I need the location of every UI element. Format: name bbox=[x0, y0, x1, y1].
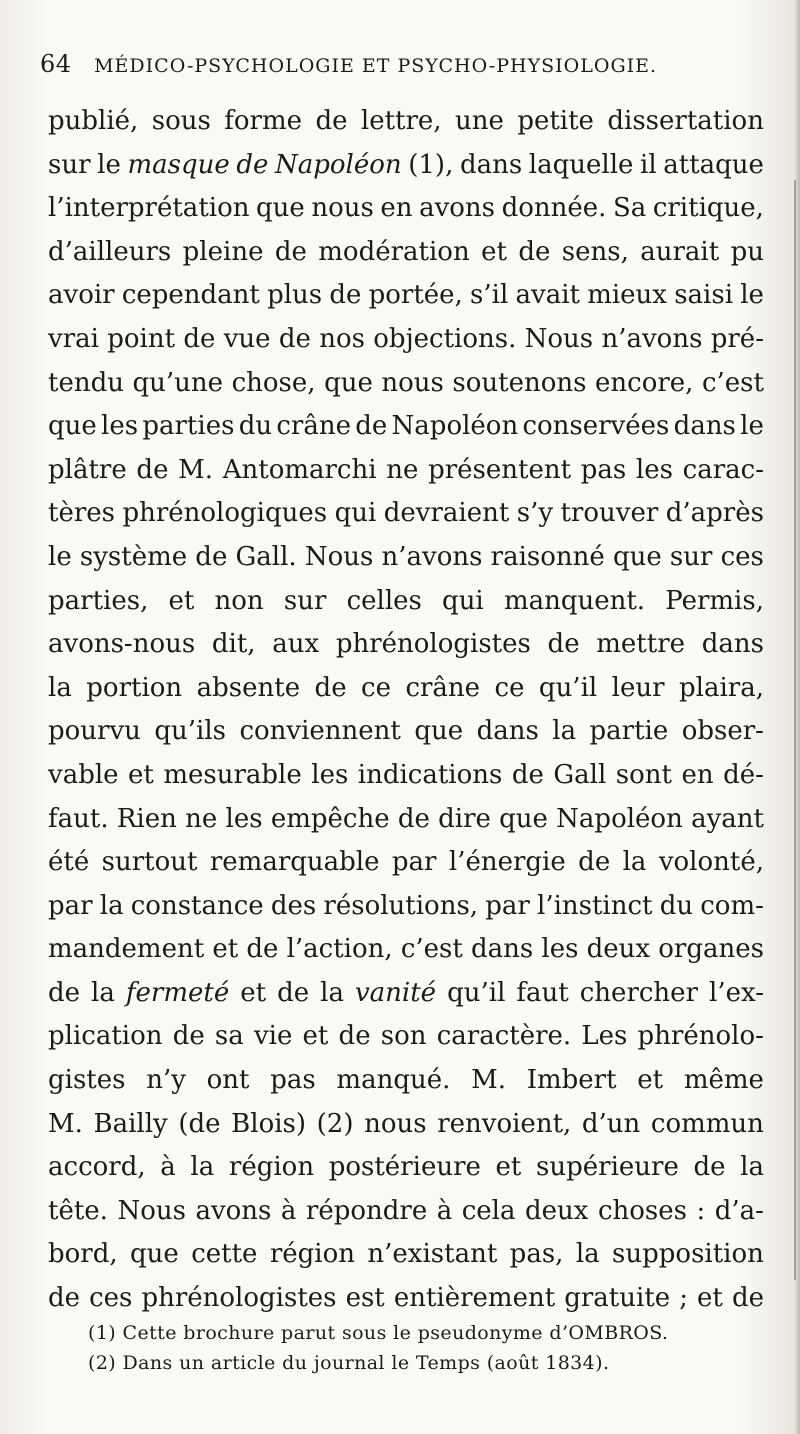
text-line: M. Bailly (de Blois) (2) nous renvoient, d’un commun bbox=[48, 1108, 764, 1139]
text-line: plâtre de M. Antomarchi ne présentent pas les carac- bbox=[48, 454, 764, 485]
text-line: accord, à la région postérieure et supérieure de la bbox=[48, 1152, 764, 1183]
text-line: l’interprétation que nous en avons donnée. Sa critique, bbox=[48, 193, 764, 224]
text-line: la portion absente de ce crâne ce qu’il leur plaira, bbox=[48, 672, 764, 703]
text-line: tères phrénologiques qui devraient s’y trouver d’après bbox=[48, 498, 764, 529]
text-line: été surtout remarquable par l’énergie de la volonté, bbox=[48, 847, 764, 878]
page-header bbox=[40, 50, 760, 78]
footnote: (2) Dans un article du journal le Temps (août 1834). bbox=[88, 1352, 610, 1374]
page-edge-line bbox=[794, 180, 796, 1280]
text-line: vable et mesurable les indications de Gall sont en dé- bbox=[48, 759, 764, 790]
text-line: de ces phrénologistes est entièrement gratuite ; et de bbox=[48, 1283, 764, 1314]
text-line: publié, sous forme de lettre, une petite dissertation bbox=[48, 106, 764, 136]
text-line: faut. Rien ne les empêche de dire que Napoléon ayant bbox=[48, 803, 764, 834]
text-line: de la fermeté et de la vanité qu’il faut chercher l’ex- bbox=[48, 977, 764, 1008]
text-line: pourvu qu’ils conviennent que dans la partie obser- bbox=[48, 716, 764, 747]
text-line: que les parties du crâne de Napoléon conservées dans le bbox=[48, 411, 764, 442]
body-text bbox=[48, 100, 764, 1321]
text-line: mandement et de l’action, c’est dans les deux organes bbox=[48, 934, 764, 965]
text-line: bord, que cette région n’existant pas, la supposition bbox=[48, 1239, 764, 1270]
footnotes bbox=[88, 1318, 768, 1378]
running-title: MÉDICO-PSYCHOLOGIE ET PSYCHO-PHYSIOLOGIE. bbox=[94, 55, 658, 77]
text-line: gistes n’y ont pas manqué. M. Imbert et même bbox=[48, 1065, 764, 1096]
text-line: le système de Gall. Nous n’avons raisonné que sur ces bbox=[48, 541, 764, 572]
text-line: vrai point de vue de nos objections. Nous n’avons pré- bbox=[48, 323, 764, 354]
text-line: par la constance des résolutions, par l’instinct du com- bbox=[48, 890, 764, 921]
footnote: (1) Cette brochure parut sous le pseudonyme d’OMBROS. bbox=[88, 1322, 669, 1344]
text-line: plication de sa vie et de son caractère. Les phrénolo- bbox=[48, 1021, 764, 1052]
page-number: 64 bbox=[40, 50, 72, 78]
text-line: tendu qu’une chose, que nous soutenons encore, c’est bbox=[48, 367, 764, 398]
text-line: d’ailleurs pleine de modération et de sens, aurait pu bbox=[48, 236, 764, 267]
text-line: sur le masque de Napoléon (1), dans laquelle il attaque bbox=[48, 149, 764, 180]
text-line: tête. Nous avons à répondre à cela deux choses : d’a- bbox=[48, 1195, 764, 1226]
text-line: avons-nous dit, aux phrénologistes de mettre dans bbox=[48, 629, 764, 660]
text-line: avoir cependant plus de portée, s’il avait mieux saisi le bbox=[48, 280, 764, 311]
text-line: parties, et non sur celles qui manquent. Permis, bbox=[48, 585, 764, 616]
